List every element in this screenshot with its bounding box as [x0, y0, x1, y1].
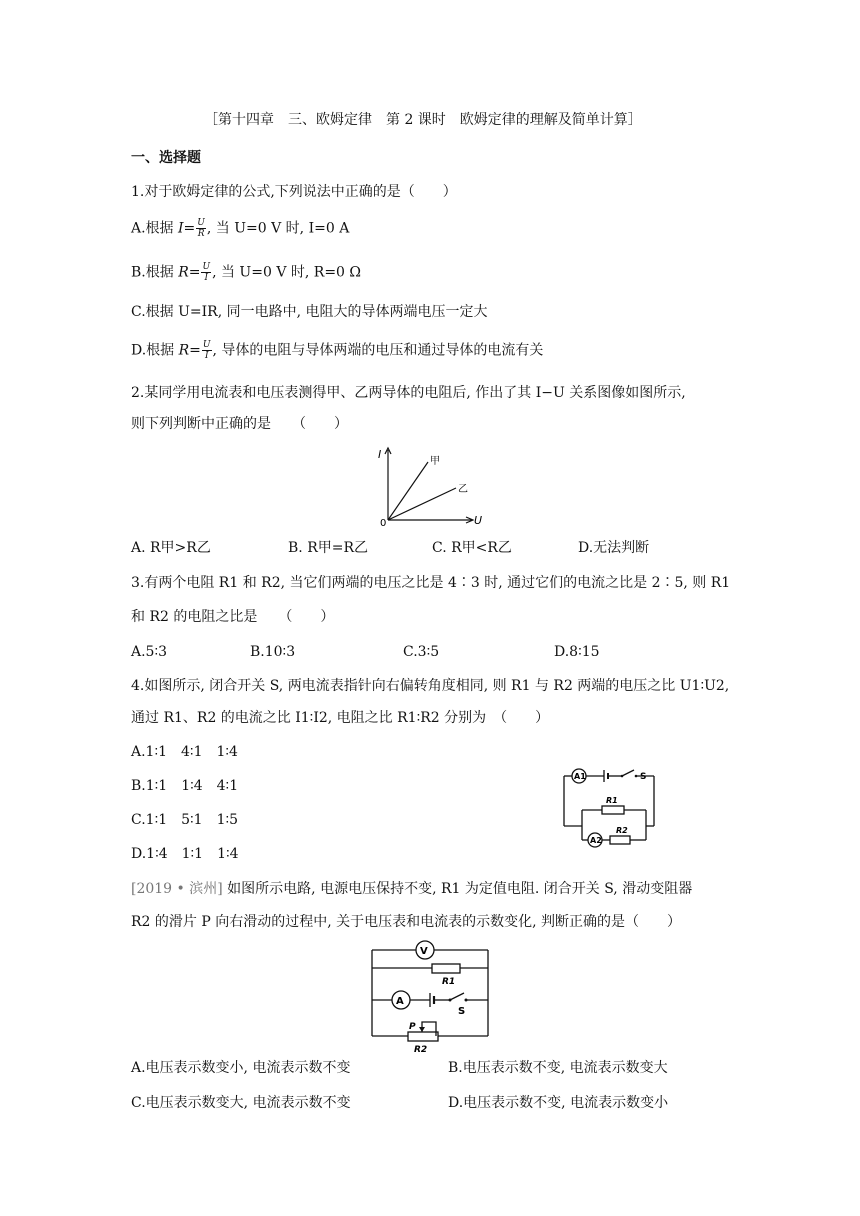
q1-option-d: D.根据 R= $\frac{U}{I}$ , 导体的电阻与导体两端的电压和通过导体的电流有关	[131, 340, 544, 361]
q2-option-d: D.无法判断	[578, 540, 650, 556]
q1-stem: 1.对于欧姆定律的公式,下列说法中正确的是（ ）	[131, 184, 457, 200]
resistor-r2-label: R2	[616, 826, 628, 835]
q2-option-c: C. R甲<R乙	[432, 540, 512, 556]
switch-icon	[450, 993, 464, 1000]
q2-option-a: A. R甲>R乙	[131, 540, 211, 556]
q2-stem-line2: 则下列判断中正确的是 （ ）	[131, 416, 348, 432]
graph-line-jia: 甲	[430, 456, 440, 467]
q4-stem-line1: 4.如图所示, 闭合开关 S, 两电流表指针向右偏转角度相同, 则 R1 与 R2 两端的电压之比 U1∶U2,	[131, 678, 730, 694]
q1-option-b: B.根据 R= $\frac{U}{I}$ , 当 U=0 V 时, R=0 Ω	[131, 262, 362, 283]
switch-icon	[622, 770, 634, 776]
slider-p-label: P	[409, 1022, 416, 1032]
ammeter-label: A	[396, 996, 404, 1007]
q4-option-b: B.1∶1 1∶4 4∶1	[131, 778, 239, 794]
ammeter-a1-label: A1	[574, 772, 586, 781]
rheostat-r2-label: R2	[414, 1045, 428, 1055]
rheostat-r2-icon	[408, 1032, 438, 1041]
q4-option-d: D.1∶4 1∶1 1∶4	[131, 846, 239, 862]
ammeter-a2-label: A2	[590, 836, 602, 845]
q5-source: [2019 • 滨州]	[131, 881, 223, 897]
resistor-r1-label: R1	[442, 977, 456, 987]
q4-option-a: A.1∶1 4∶1 1∶4	[131, 744, 238, 760]
q5-option-a: A.电压表示数变小, 电流表示数不变	[131, 1060, 351, 1076]
voltmeter-label: V	[420, 946, 428, 957]
q3-stem-line1: 3.有两个电阻 R1 和 R2, 当它们两端的电压之比是 4∶3 时, 通过它们的电流之比是 2∶5, 则 R1	[131, 575, 731, 591]
q3-stem-line2: 和 R2 的电阻之比是 （ ）	[131, 609, 335, 625]
section-title: 一、选择题	[131, 150, 201, 166]
q3-option-c: C.3∶5	[403, 644, 440, 660]
resistor-r1-icon	[432, 964, 460, 973]
q1-option-a: A.根据 I= $\frac{U}{R}$ , 当 U=0 V 时, I=0 A	[131, 218, 350, 239]
q5-stem-line1: [2019 • 滨州] 如图所示电路, 电源电压保持不变, R1 为定值电阻. 闭合开关 S, 滑动变阻器	[131, 881, 693, 897]
q2-option-b: B. R甲=R乙	[288, 540, 369, 556]
q2-stem-line1: 2.某同学用电流表和电压表测得甲、乙两导体的电阻后, 作出了其 I−U 关系图像如图所示,	[131, 385, 686, 401]
q4-option-c: C.1∶1 5∶1 1∶5	[131, 812, 239, 828]
graph-x-label: U	[474, 514, 483, 527]
resistor-r1-label: R1	[606, 796, 618, 805]
graph-origin: 0	[380, 518, 387, 529]
page-header: ［第十四章 三、欧姆定律 第 2 课时 欧姆定律的理解及简单计算］	[204, 112, 642, 128]
q5-option-c: C.电压表示数变大, 电流表示数不变	[131, 1095, 351, 1111]
q3-option-b: B.10∶3	[250, 644, 296, 660]
q5-circuit-diagram	[368, 940, 492, 1055]
resistor-r1-icon	[602, 806, 624, 814]
switch-s-label: S	[458, 1006, 466, 1017]
graph-line-yi: 乙	[458, 484, 468, 495]
q3-option-a: A.5∶3	[131, 644, 168, 660]
q4-circuit-diagram	[560, 764, 660, 854]
q5-option-b: B.电压表示数不变, 电流表示数变大	[448, 1060, 668, 1076]
switch-s-label: S	[640, 772, 647, 782]
graph-y-label: I	[378, 448, 382, 461]
q4-stem-line2: 通过 R1、R2 的电流之比 I1∶I2, 电阻之比 R1∶R2 分别为 （ ）	[131, 710, 550, 726]
q2-iu-graph	[376, 446, 486, 529]
q1-option-c: C.根据 U=IR, 同一电路中, 电阻大的导体两端电压一定大	[131, 304, 488, 320]
q3-option-d: D.8∶15	[554, 644, 600, 660]
resistor-r2-icon	[610, 836, 630, 844]
q5-option-d: D.电压表示数不变, 电流表示数变小	[448, 1095, 669, 1111]
q5-stem-line2: R2 的滑片 P 向右滑动的过程中, 关于电压表和电流表的示数变化, 判断正确的是（ ）	[131, 914, 682, 930]
